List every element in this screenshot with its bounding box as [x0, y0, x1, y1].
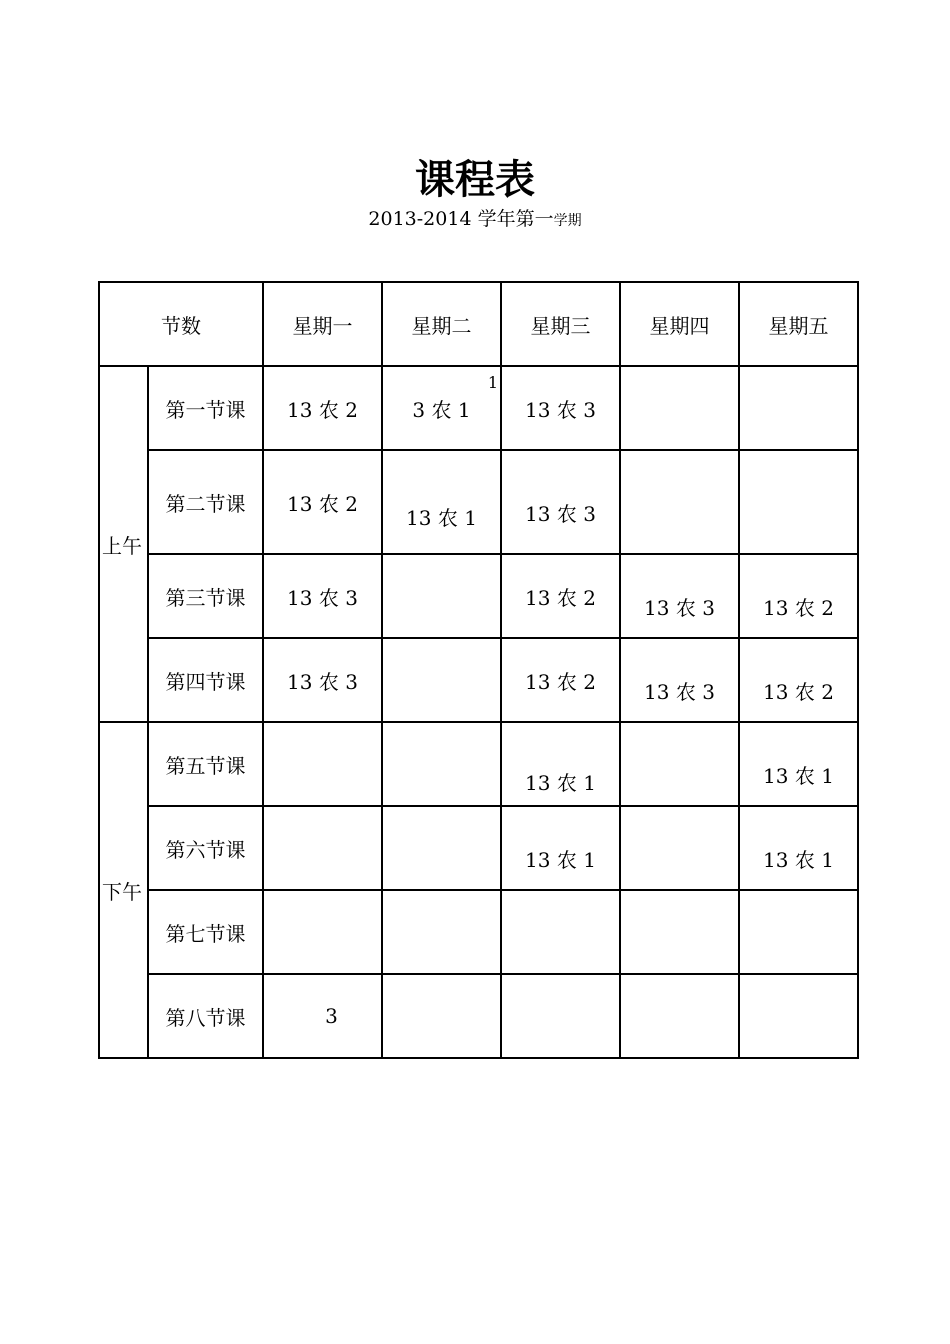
schedule-cell: 13 农 2	[263, 450, 382, 554]
schedule-cell	[739, 722, 858, 806]
cell-note: 1	[487, 373, 498, 392]
schedule-cell	[382, 722, 501, 806]
table-row	[99, 890, 858, 974]
schedule-cell	[501, 450, 620, 554]
period-label: 第二节课	[148, 450, 263, 554]
cell-value: 13 农 1	[406, 505, 477, 530]
day-header-mon: 星期一	[263, 282, 382, 366]
schedule-cell	[620, 554, 739, 638]
schedule-cell	[620, 806, 739, 890]
page-title: 课程表	[415, 157, 535, 203]
schedule-cell	[620, 638, 739, 722]
cell-value: 13 农 3	[525, 501, 596, 526]
cell-value: 13 农 2	[763, 595, 834, 620]
table-row	[99, 806, 858, 890]
schedule-cell	[739, 974, 858, 1058]
schedule-cell: 13 农 2	[263, 366, 382, 450]
period-label: 第四节课	[148, 638, 263, 722]
schedule-cell	[620, 450, 739, 554]
schedule-cell	[501, 722, 620, 806]
schedule-cell	[739, 806, 858, 890]
cell-value: 3 农 1	[412, 397, 471, 422]
schedule-cell: 13 农 3	[501, 366, 620, 450]
period-label: 第八节课	[148, 974, 263, 1058]
period-label: 第六节课	[148, 806, 263, 890]
schedule-cell	[620, 890, 739, 974]
cell-value: 13 农 1	[763, 763, 834, 788]
day-header-thu: 星期四	[620, 282, 739, 366]
page-subtitle	[0, 204, 950, 236]
schedule-cell	[382, 554, 501, 638]
table-row	[99, 554, 858, 638]
schedule-cell	[382, 974, 501, 1058]
schedule-cell: 13 农 2	[501, 554, 620, 638]
schedule-cell	[382, 890, 501, 974]
table-row	[99, 366, 858, 450]
schedule-cell: 13 农 3	[263, 638, 382, 722]
cell-value: 13 农 1	[763, 847, 834, 872]
afternoon-label: 下午	[99, 722, 148, 1058]
schedule-cell	[382, 638, 501, 722]
period-label: 第一节课	[148, 366, 263, 450]
schedule-cell	[620, 722, 739, 806]
period-label: 第三节课	[148, 554, 263, 638]
header-row	[99, 282, 858, 366]
schedule-cell	[620, 974, 739, 1058]
schedule-cell	[739, 638, 858, 722]
day-header-fri: 星期五	[739, 282, 858, 366]
cell-value: 13 农 3	[644, 595, 715, 620]
period-label: 第七节课	[148, 890, 263, 974]
schedule-cell: 3	[263, 974, 382, 1058]
schedule-cell: 13 农 2	[501, 638, 620, 722]
cell-value: 13 农 2	[763, 679, 834, 704]
schedule-cell: 13 农 3	[263, 554, 382, 638]
table-row	[99, 638, 858, 722]
day-header-wed: 星期三	[501, 282, 620, 366]
subtitle-term: 学期	[553, 213, 582, 229]
cell-value: 13 农 1	[525, 847, 596, 872]
schedule-cell	[263, 806, 382, 890]
schedule-cell	[739, 450, 858, 554]
morning-label: 上午	[99, 366, 148, 722]
schedule-cell	[263, 722, 382, 806]
schedule-cell	[382, 806, 501, 890]
table-row	[99, 974, 858, 1058]
schedule-table	[98, 281, 859, 1059]
schedule-cell	[382, 366, 501, 450]
schedule-cell	[382, 450, 501, 554]
corner-header: 节数	[99, 282, 263, 366]
table-row	[99, 722, 858, 806]
schedule-cell	[501, 806, 620, 890]
table-row	[99, 450, 858, 554]
schedule-cell	[501, 890, 620, 974]
schedule-cell	[620, 366, 739, 450]
schedule-cell	[501, 974, 620, 1058]
schedule-cell	[739, 366, 858, 450]
day-header-tue: 星期二	[382, 282, 501, 366]
cell-value: 13 农 1	[525, 770, 596, 795]
schedule-cell	[263, 890, 382, 974]
schedule-cell	[739, 554, 858, 638]
period-label: 第五节课	[148, 722, 263, 806]
subtitle-year: 2013-2014 学年第一	[368, 208, 554, 230]
cell-value: 13 农 3	[644, 679, 715, 704]
schedule-cell	[739, 890, 858, 974]
